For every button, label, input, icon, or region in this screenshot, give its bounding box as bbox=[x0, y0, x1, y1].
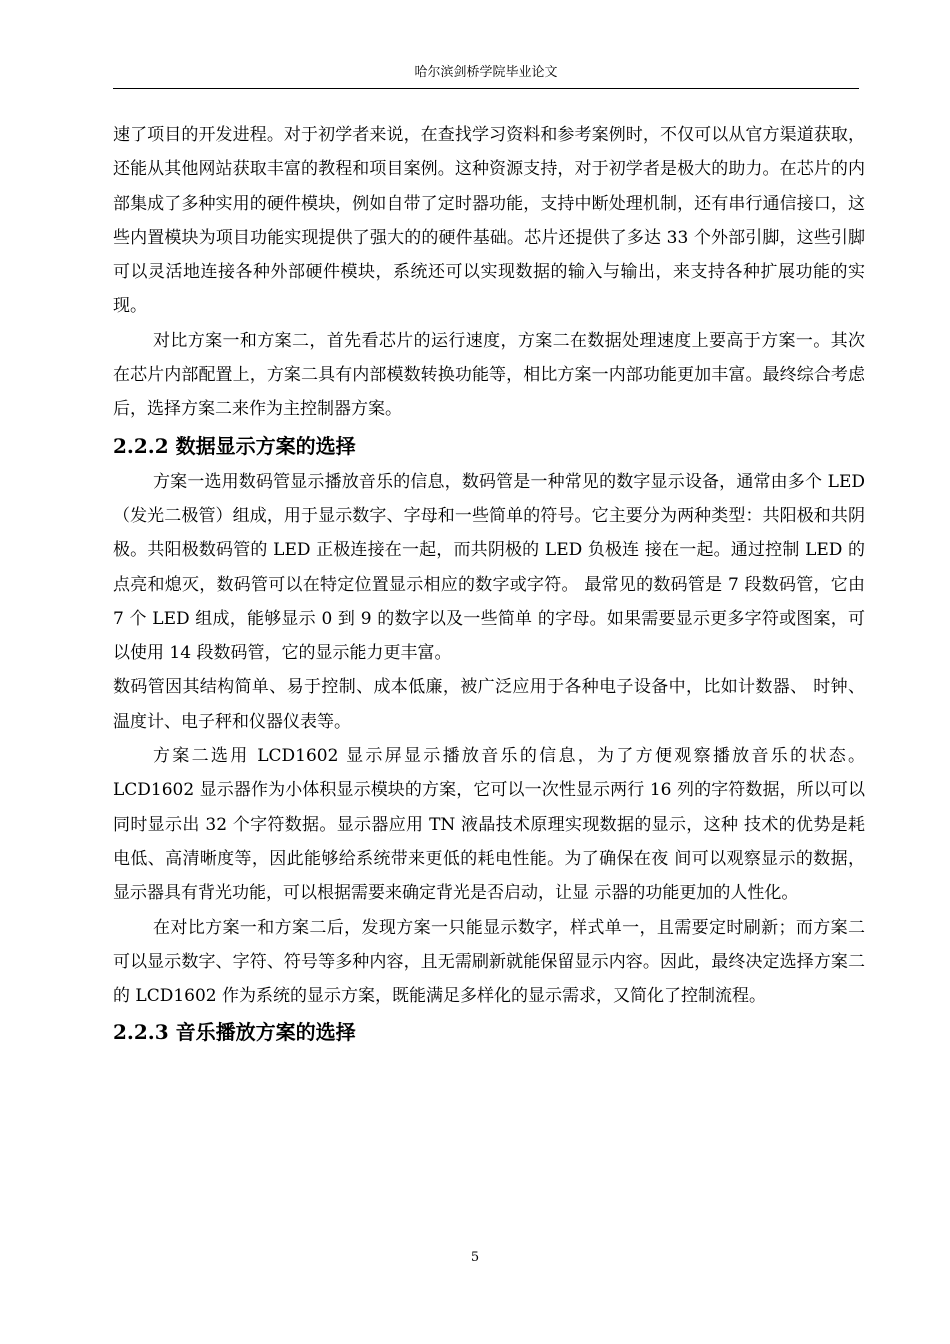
paragraph-5: 方案二选用 LCD1602 显示屏显示播放音乐的信息，为了方便观察播放音乐的状态。LCD1602 显示器作为小体积显示模块的方案，它可以一次性显示两行 16 列的字符数据，所以可以同时显示出 32 个字符数据。显示器应用 TN 液晶技术原理实现数据的显示，这种 技术的优势是耗电低、高清晰度等，因此能够给系统带来更低的耗电性能。为了确保在夜 间可以观察显示的数据，显示器具有背光功能，可以根据需要来确定背光是否启动，让显 示器的功能更加的人性化。 bbox=[113, 746, 865, 904]
paragraph-6: 在对比方案一和方案二后，发现方案一只能显示数字，样式单一，且需要定时刷新；而方案二可以显示数字、字符、符号等多种内容，且无需刷新就能保留显示内容。因此，最终决定选择方案二的 LCD1602 作为系统的显示方案，既能满足多样化的显示需求，又简化了控制流程。 bbox=[113, 917, 865, 1007]
paragraph-4: 数码管因其结构简单、易于控制、成本低廉，被广泛应用于各种电子设备中，比如计数器、 时钟、温度计、电子秤和仪器仪表等。 bbox=[113, 677, 865, 732]
section-heading-2-2-2: 2.2.2 数据显示方案的选择 bbox=[113, 433, 356, 458]
header-rule bbox=[113, 88, 859, 89]
page-body bbox=[113, 118, 865, 1051]
paragraph-2: 对比方案一和方案二，首先看芯片的运行速度，方案二在数据处理速度上要高于方案一。其次在芯片内部配置上，方案二具有内部模数转换功能等，相比方案一内部功能更加丰富。最终综合考虑后，选择方案二来作为主控制器方案。 bbox=[113, 330, 865, 420]
page-number: 5 bbox=[470, 1250, 480, 1265]
section-heading-2-2-3: 2.2.3 音乐播放方案的选择 bbox=[113, 1020, 356, 1045]
page-header: 哈尔滨剑桥学院毕业论文 bbox=[414, 65, 558, 80]
paragraph-1: 速了项目的开发进程。对于初学者来说，在查找学习资料和参考案例时，不仅可以从官方渠道获取，还能从其他网站获取丰富的教程和项目案例。这种资源支持，对于初学者是极大的助力。在芯片的内部集成了多种实用的硬件模块，例如自带了定时器功能，支持中断处理机制，还有串行通信接口，这些内置模块为项目功能实现提供了强大的的硬件基础。芯片还提供了多达 33 个外部引脚，这些引脚可以灵活地连接各种外部硬件模块，系统还可以实现数据的输入与输出，来支持各种扩展功能的实现。 bbox=[113, 125, 865, 317]
paragraph-3: 方案一选用数码管显示播放音乐的信息，数码管是一种常见的数字显示设备，通常由多个 LED（发光二极管）组成，用于显示数字、字母和一些简单的符号。它主要分为两种类型：共阳极和共阴极。共阳极数码管的 LED 正极连接在一起，而共阴极的 LED 负极连 接在一起。通过控制 LED 的点亮和熄灭，数码管可以在特定位置显示相应的数字或字符。 最常见的数码管是 7 段数码管，它由 7 个 LED 组成，能够显示 0 到 9 的数字以及一些简单 的字母。如果需要显示更多字符或图案，可以使用 14 段数码管，它的显示能力更丰富。 bbox=[113, 471, 865, 664]
